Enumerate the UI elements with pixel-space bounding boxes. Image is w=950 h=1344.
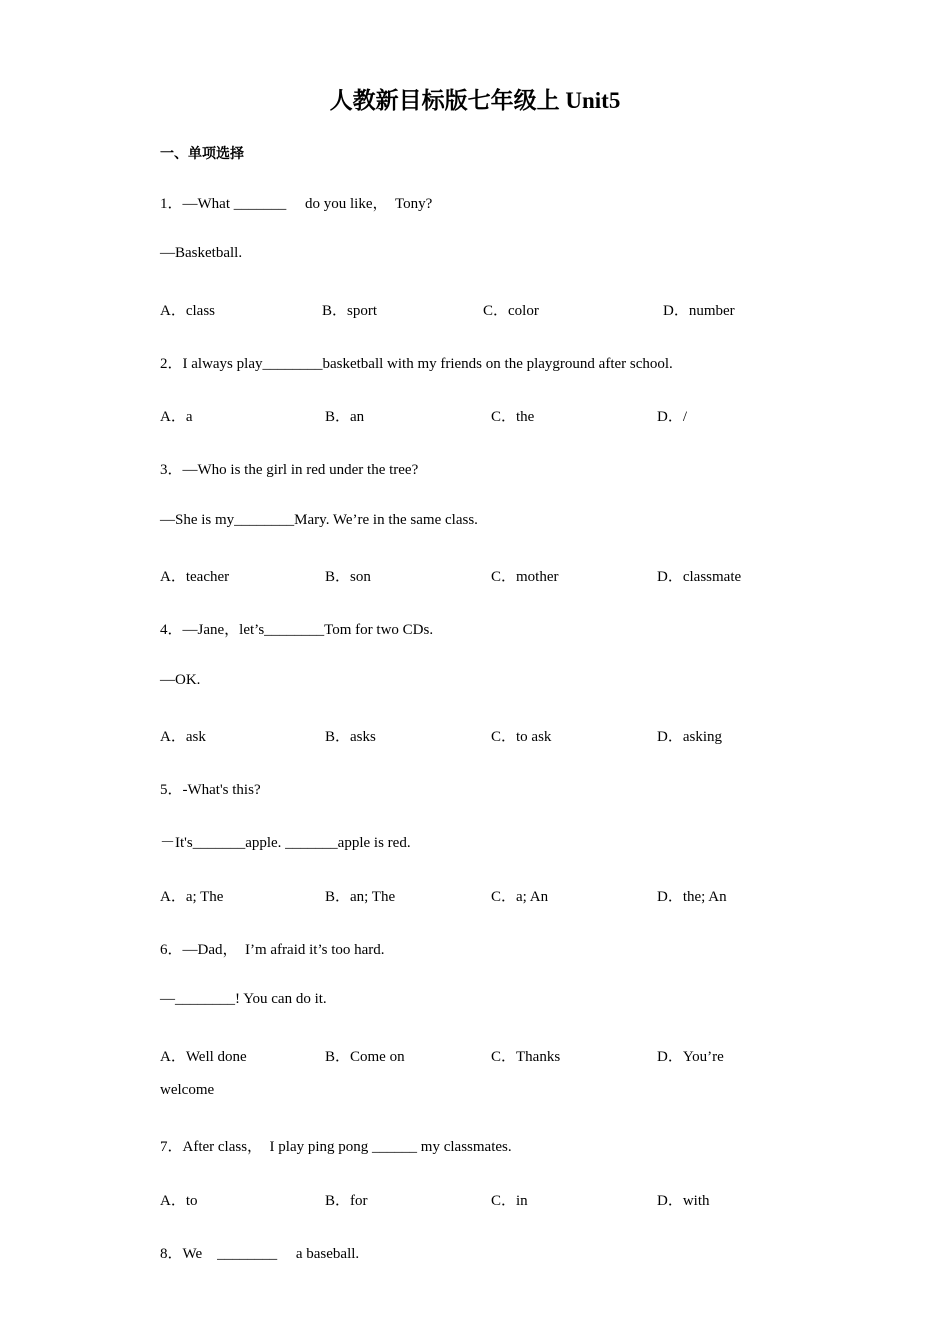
question-1-answer-line: —Basketball. (160, 245, 243, 261)
q3-option-b: B．son (325, 569, 371, 585)
q4-option-c: C．to ask (491, 729, 552, 745)
q3-option-d: D．classmate (657, 569, 742, 585)
q1-option-a: A．class (160, 303, 215, 319)
question-5-answer-line: －It's_______apple. _______apple is red. (160, 835, 411, 851)
q2-option-b: B．an (325, 409, 365, 425)
question-3-stem: 3．—Who is the girl in red under the tree? (160, 462, 419, 478)
q1-option-b: B．sport (322, 303, 378, 319)
q6-option-a: A．Well done (160, 1049, 247, 1065)
q7-option-d: D．with (657, 1193, 710, 1209)
question-2-stem: 2．I always play________basketball with my friends on the playground after school. (160, 356, 673, 372)
q6-option-b: B．Come on (325, 1049, 405, 1065)
question-5-stem: 5．-What's this? (160, 782, 261, 798)
page-title: 人教新目标版七年级上 Unit5 (329, 88, 621, 113)
q7-option-c: C．in (491, 1193, 528, 1209)
question-6-answer-line: —________! You can do it. (160, 991, 327, 1007)
q4-option-b: B．asks (325, 729, 376, 745)
q3-option-a: A．teacher (160, 569, 230, 585)
q5-option-b: B．an; The (325, 889, 396, 905)
q4-option-a: A．ask (160, 729, 206, 745)
q5-option-c: C．a; An (491, 889, 549, 905)
q6-option-d-continued: welcome (160, 1082, 215, 1098)
section-heading: 一、单项选择 (160, 146, 244, 162)
q6-option-d: D．You’re (657, 1049, 724, 1065)
q2-option-d: D．/ (657, 409, 688, 425)
q4-option-d: D．asking (657, 729, 722, 745)
q1-option-c: C．color (483, 303, 539, 319)
question-7-stem: 7．After class， I play ping pong ______ my classmates. (160, 1139, 512, 1155)
q5-option-a: A．a; The (160, 889, 224, 905)
q3-option-c: C．mother (491, 569, 559, 585)
q6-option-c: C．Thanks (491, 1049, 561, 1065)
question-1-stem: 1．—What _______ do you like， Tony? (160, 196, 433, 212)
q2-option-c: C．the (491, 409, 535, 425)
question-4-stem: 4．—Jane，let’s________Tom for two CDs. (160, 622, 434, 638)
question-6-stem: 6．—Dad， I’m afraid it’s too hard. (160, 942, 385, 958)
q5-option-d: D．the; An (657, 889, 727, 905)
q7-option-b: B．for (325, 1193, 368, 1209)
question-8-stem: 8．We ________ a baseball. (160, 1246, 360, 1262)
q1-option-d: D．number (663, 303, 735, 319)
q2-option-a: A．a (160, 409, 193, 425)
question-3-answer-line: —She is my________Mary. We’re in the same class. (160, 512, 478, 528)
q7-option-a: A．to (160, 1193, 198, 1209)
question-4-answer-line: —OK. (160, 672, 201, 688)
